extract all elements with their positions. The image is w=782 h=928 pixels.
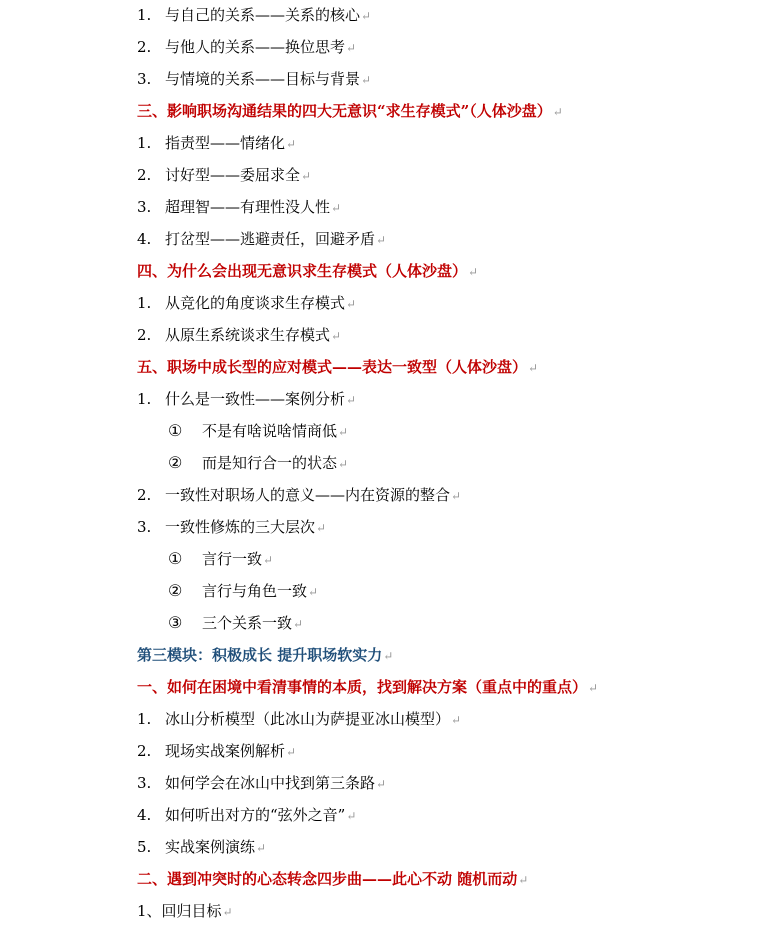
list-number: 1. [137,6,152,24]
paragraph-mark-icon: ↵ [338,457,349,471]
paragraph-mark-icon: ↵ [222,905,233,919]
paragraph-mark-icon: ↵ [468,265,479,279]
paragraph-mark-icon: ↵ [451,713,462,727]
paragraph-mark-icon: ↵ [346,297,357,311]
paragraph-mark-icon: ↵ [263,553,274,567]
circled-number: ② [168,453,183,472]
paragraph-mark-icon: ↵ [528,361,539,375]
list-number: 2. [137,166,152,184]
paragraph-mark-icon: ↵ [376,233,387,247]
paragraph-mark-icon: ↵ [346,809,357,823]
list-text: 一致性修炼的三大层次↵ [165,518,327,536]
heading-text: 一、如何在困境中看清事情的本质，找到解决方案（重点中的重点）↵ [137,678,599,696]
module-heading-text: 第三模块：积极成长 提升职场软实力↵ [137,646,394,664]
list-number: 1. [137,390,152,408]
list-number: 1. [137,134,152,152]
list-number: 3. [137,198,152,216]
heading-text: 四、为什么会出现无意识求生存模式（人体沙盘）↵ [137,262,479,280]
list-text: 超理智——有理性没人性↵ [165,198,342,216]
list-text: 讨好型——委屈求全↵ [165,166,312,184]
list-number: 3. [137,70,152,88]
paragraph-mark-icon: ↵ [293,617,304,631]
paragraph-mark-icon: ↵ [256,841,267,855]
list-number: 2. [137,486,152,504]
paragraph-mark-icon: ↵ [451,489,462,503]
circled-number: ② [168,581,183,600]
paragraph-mark-icon: ↵ [376,777,387,791]
paragraph-mark-icon: ↵ [286,745,297,759]
list-text: 一致性对职场人的意义——内在资源的整合↵ [165,486,462,504]
list-text: 与情境的关系——目标与背景↵ [165,70,372,88]
paragraph-mark-icon: ↵ [588,681,599,695]
circled-number: ③ [168,613,183,632]
list-text: 打岔型——逃避责任，回避矛盾↵ [165,230,387,248]
list-text: 现场实战案例解析↵ [165,742,297,760]
paragraph-mark-icon: ↵ [316,521,327,535]
heading-text: 五、职场中成长型的应对模式——表达一致型（人体沙盘）↵ [137,358,539,376]
paragraph-mark-icon: ↵ [383,649,394,663]
list-number: 5. [137,838,152,856]
list-number: 3. [137,518,152,536]
list-number: 3. [137,774,152,792]
list-number: 1. [137,710,152,728]
list-text: 从竞化的角度谈求生存模式↵ [165,294,357,312]
list-text: 什么是一致性——案例分析↵ [165,390,357,408]
paragraph-mark-icon: ↵ [552,105,563,119]
paragraph-mark-icon: ↵ [338,425,349,439]
sub-list-text: 言行一致↵ [202,550,274,568]
heading-text: 三、影响职场沟通结果的四大无意识“求生存模式”（人体沙盘）↵ [137,102,563,120]
paragraph-mark-icon: ↵ [331,329,342,343]
heading-text: 二、遇到冲突时的心态转念四步曲——此心不动 随机而动↵ [137,870,529,888]
paragraph-mark-icon: ↵ [301,169,312,183]
paragraph-text: 1、回归目标↵ [137,902,233,920]
paragraph-mark-icon: ↵ [286,137,297,151]
list-number: 1. [137,294,152,312]
list-text: 从原生系统谈求生存模式↵ [165,326,342,344]
list-text: 与自己的关系——关系的核心↵ [165,6,372,24]
paragraph-mark-icon: ↵ [346,41,357,55]
paragraph-mark-icon: ↵ [361,73,372,87]
circled-number: ① [168,549,183,568]
sub-list-text: 而是知行合一的状态↵ [202,454,349,472]
list-text: 指责型——情绪化↵ [165,134,297,152]
paragraph-mark-icon: ↵ [308,585,319,599]
circled-number: ① [168,421,183,440]
sub-list-text: 言行与角色一致↵ [202,582,319,600]
list-number: 4. [137,806,152,824]
list-text: 冰山分析模型（此冰山为萨提亚冰山模型）↵ [165,710,462,728]
sub-list-text: 三个关系一致↵ [202,614,304,632]
list-number: 2. [137,742,152,760]
list-text: 与他人的关系——换位思考↵ [165,38,357,56]
list-text: 如何听出对方的“弦外之音”↵ [165,806,357,824]
list-number: 2. [137,38,152,56]
paragraph-mark-icon: ↵ [518,873,529,887]
paragraph-mark-icon: ↵ [346,393,357,407]
list-text: 如何学会在冰山中找到第三条路↵ [165,774,387,792]
list-number: 2. [137,326,152,344]
list-number: 4. [137,230,152,248]
list-text: 实战案例演练↵ [165,838,267,856]
paragraph-mark-icon: ↵ [361,9,372,23]
paragraph-mark-icon: ↵ [331,201,342,215]
sub-list-text: 不是有啥说啥情商低↵ [202,422,349,440]
